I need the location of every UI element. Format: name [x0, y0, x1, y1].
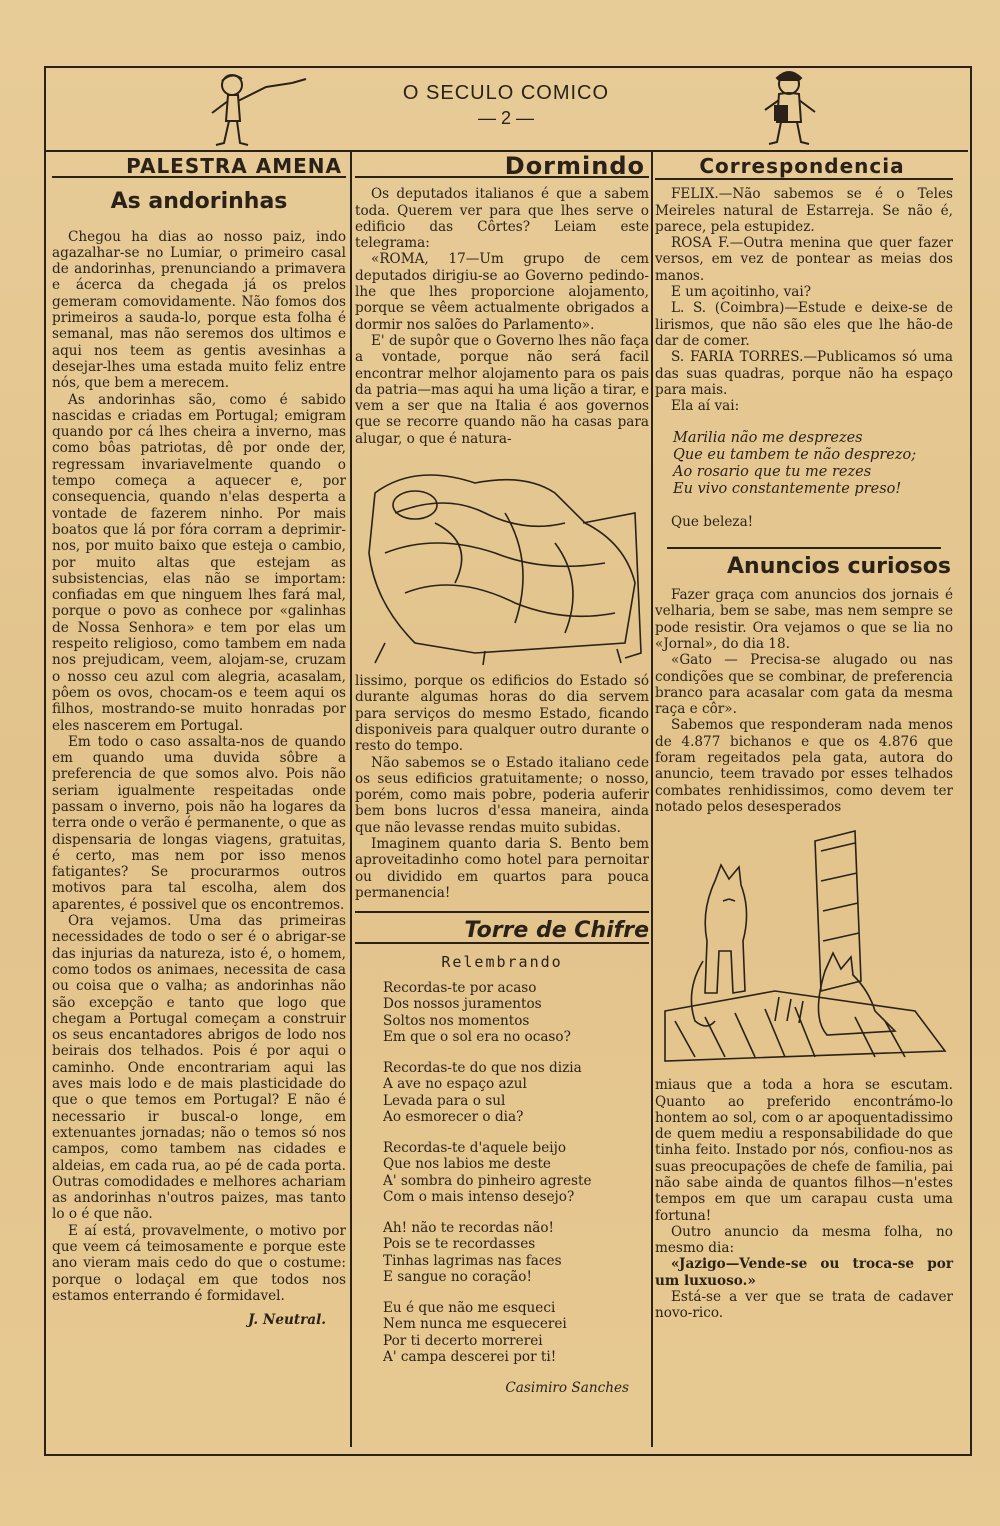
paragraph: Não sabemos se o Estado italiano cede os seus edificios gratuitamente; o nosso, porém, como mais pobre, poderia auferir bem bons lucros d'essa maneira, ainda que não levasse rendas muito subidas.	[355, 754, 649, 836]
signature: Casimiro Sanches	[505, 1379, 629, 1396]
poem-section-title: Torre de Chifre	[355, 923, 649, 943]
paragraph: E um açoitinho, vai?	[671, 284, 812, 301]
paragraph: Chegou ha dias ao nosso paiz, indo agazalhar-se no Lumiar, o primeiro casal de andorinhas, prenunciando a primavera e ácerca da chegada já os prelos gemeram comovidamente. Não fomos dos primeiros a sauda-lo, porque esta folha é semanal, mas não seremos dos ultimos e aqui nos teem as gentis avesinhas a desejar-lhes uma estada muito feliz entre nós, que bem a merecem.	[52, 228, 346, 392]
quatrain	[673, 430, 953, 498]
verse-line: Dos nossos juramentos	[383, 996, 542, 1013]
verse-line: Ao rosario que tu me rezes	[673, 464, 872, 481]
section-divider	[667, 547, 941, 549]
paragraph: E aí está, provavelmente, o motivo por que veem cá teimosamente e porque este ano vieram mais cedo do que o costume: porque o lodaçal em que todos nos estamos enterrando é formidavel.	[52, 1222, 346, 1304]
stanza	[383, 1140, 649, 1206]
paragraph: Fazer graça com anuncios dos jornais é velharia, bem se sabe, mas nem sempre se pode resistir. Ora vejamos o que se lia no «Jornal», do dia 18.	[655, 587, 953, 652]
paragraph: Está-se a ver que se trata de cadaver novo-rico.	[655, 1289, 953, 1322]
verse-line: Eu é que não me esqueci	[383, 1299, 556, 1316]
paragraph: Imaginem quanto daria S. Bento bem aproveitadinho como hotel para pernoitar ou dividido em quartos para pouca permanencia!	[355, 836, 649, 901]
paragraph: Outro anuncio da mesma folha, no mesmo dia:	[655, 1223, 953, 1257]
verse-line: E sangue no coração!	[383, 1269, 532, 1286]
verse-line: A' campa descerei por ti!	[383, 1349, 557, 1366]
paragraph: Que beleza!	[671, 514, 754, 531]
verse-line: Levada para o sul	[383, 1092, 506, 1109]
verse-line: Ao esmorecer o dia?	[383, 1109, 524, 1126]
paragraph: Ela aí vai:	[671, 398, 740, 415]
verse-line: Tinhas lagrimas nas faces	[383, 1252, 562, 1269]
section-divider	[355, 911, 649, 913]
paragraph: E' de supôr que o Governo lhes não faça a vontade, porque não será facil encontrar melhor alojamento para os pais da patria—mas aqui ha uma lição a tirar, e vem a ser que na Italia é aos governos que se recorre quando não ha casas para alugar, o que é natura-	[355, 332, 650, 447]
article-title: As andorinhas	[110, 189, 288, 215]
paragraph: Em todo o caso assalta-nos de quando em quando uma duvida sôbre a preferencia de que somos alvo. Pois não seriam igualmente respeitadas onde passam o inverno, pois não ha logares da terra onde o verão é permanente, o que as dispensaria de longas viagens, gratuitas, é certo, mas nem por isso menos fatigantes? Se procurarmos outros motivos para tal escolha, alem dos aparentes, é possivel que os encontremos.	[52, 733, 346, 913]
paragraph: ROSA F.—Outra menina que quer fazer versos, em vez de pontear as meias dos manos.	[655, 235, 953, 284]
paragraph: Sabemos que responderam nada menos de 4.877 bichanos e que os 4.876 que foram regeitados pela gata, autora do anuncio, teem travado por esses telhados combates renhidissimos, como devem ter notado pelos desesperados	[655, 717, 953, 815]
verse-line: Eu vivo constantemente preso!	[673, 481, 902, 498]
paragraph: «ROMA, 17—Um grupo de cem deputados dirigiu-se ao Governo pedindo-lhe que lhes proporcione alojamento, porque se vêem actualmente obrigados a dormir nos salões do Parlamento».	[355, 251, 649, 333]
verse-line: Recordas-te do que nos dizia	[383, 1059, 582, 1076]
column-correspondencia	[655, 152, 953, 1322]
signature: J. Neutral.	[248, 1312, 326, 1329]
stanza	[383, 1300, 649, 1366]
stanza	[383, 1220, 649, 1286]
masthead	[44, 66, 968, 152]
section-title: Anuncios curiosos	[727, 553, 951, 579]
verse-line: Que eu tambem te não desprezo;	[673, 447, 917, 464]
paragraph: miaus que a toda a hora se escutam. Quanto ao preferido encontrámo-lo hontem ao sol, com o ar apoquentadissimo de quem mediu a responsabilidade do que tinha feito. Instado por nós, confiou-nos as suas preocupações de chefe de familia, pai não sabe ainda de quantos filhos—n'estes tempos em que um carapau custa uma fortuna!	[655, 1077, 953, 1224]
verse-line: Recordas-te por acaso	[383, 979, 537, 996]
sleeping-deputy-illustration	[355, 453, 649, 667]
newspaper-title: O SECULO COMICO	[402, 82, 610, 104]
paragraph: «Jazigo—Vende-se ou troca-se por um luxuoso.»	[655, 1256, 953, 1289]
paragraph: «Gato — Precisa-se alugado ou nas condições que se combinar, de preferencia branco para acasalar com gata da mesma raça e côr».	[655, 652, 953, 718]
column-divider-left	[350, 152, 352, 1447]
title-rule	[655, 178, 953, 180]
verse-line: Marilia não me desprezes	[673, 430, 863, 447]
column-dormindo	[355, 152, 649, 1396]
paragraph: Ora vejamos. Uma das primeiras necessidades de todo o ser é o abrigar-se das injurias da natureza, isto é, o homem, como todos os animaes, necessita de casa ou coisa que o valha; as andorinhas não são excepção e tanto que logo que chegam a Portugal começam a construir os seus encantadores abrigos de lodo nos beirais dos telhados. Pois é por aqui o caminho. Onde encontrariam aqui las aves mais lodo e de mais plasticidade do que o que temos em Portugal? E não é necessario ir buscal-o longe, em extenuantes jornadas; não o temos só nos campos, como tambem nas cidades e aldeias, em cada rua, ao pé de cada porta. Outras comodidades e melhores achariam as andorinhas n'outros paizes, mas tanto lo o é que não.	[52, 913, 346, 1223]
verse-line: Recordas-te d'aquele beijo	[383, 1139, 567, 1156]
paragraph: Os deputados italianos é que a sabem toda. Querem ver para que lhes serve o edificio das Côrtes? Leiam este telegrama:	[355, 186, 649, 252]
verse-line: A ave no espaço azul	[383, 1076, 527, 1093]
section-title: Dormindo	[355, 152, 649, 178]
verse-line: Pois se te recordasses	[383, 1236, 536, 1253]
verse-line: Ah! não te recordas não!	[383, 1219, 554, 1236]
paragraph: L. S. (Coimbra)—Estude e deixe-se de lirismos, que não são eles que lhe hão-de dar de comer.	[655, 300, 953, 349]
stanza	[383, 980, 649, 1046]
poem-title: Relembrando	[441, 952, 563, 971]
paragraph: lissimo, porque os edificios do Estado só durante algumas horas do dia servem para serviços do mesmo Estado, ficando disponiveis para qualquer outro durante o resto do tempo.	[355, 673, 649, 755]
cats-on-rooftop-illustration	[655, 821, 953, 1071]
verse-line: Que nos labios me deste	[383, 1156, 551, 1173]
verse-line: Com o mais intenso desejo?	[383, 1189, 575, 1206]
verse-line: Soltos nos momentos	[383, 1012, 530, 1029]
section-title: Correspondencia	[699, 154, 905, 178]
page-number: — 2 —	[477, 108, 534, 128]
paragraph: S. FARIA TORRES.—Publicamos só uma das suas quadras, porque não ha espaço para mais.	[655, 349, 953, 398]
verse-line: Em que o sol era no ocaso?	[383, 1029, 571, 1046]
verse-line: Nem nunca me esquecerei	[383, 1316, 567, 1333]
column-divider-right	[651, 152, 653, 1447]
column-palestra	[52, 152, 346, 1328]
verse-line: A' sombra do pinheiro agreste	[383, 1172, 592, 1189]
section-title: PALESTRA AMENA	[52, 152, 346, 178]
stanza	[383, 1060, 649, 1126]
paragraph: FELIX.—Não sabemos se é o Teles Meireles natural de Estarreja. Se não é, parece, pela estupidez.	[655, 186, 953, 235]
paragraph: As andorinhas são, como é sabido nascidas e criadas em Portugal; emigram quando por cá lhes cheira a inverno, mas como bôas patriotas, dê por onde der, regressam invariavelmente quando o tempo começa a aquecer e, por consequencia, quando n'elas desperta a vontade de fazerem ninho. Por mais boatos que lá por fóra corram a deprimir-nos, por muito baixo que esteja o cambio, por muito altas que estejam as subsistencias, elas não se importam: confiadas em que ninguem lhes fará mal, porque o povo as conhece por «galinhas de Nossa Senhora» e tem por elas um respeito religioso, como tambem em nada nos prejudicam, veem, alojam-se, cruzam o nosso ceu azul com alegria, acasalam, pôem os ovos, chocam-os e teem aqui os filhos, mostrando-se muito honradas por eles nascerem em Portugal.	[52, 391, 346, 734]
verse-line: Por ti decerto morrerei	[383, 1332, 543, 1349]
